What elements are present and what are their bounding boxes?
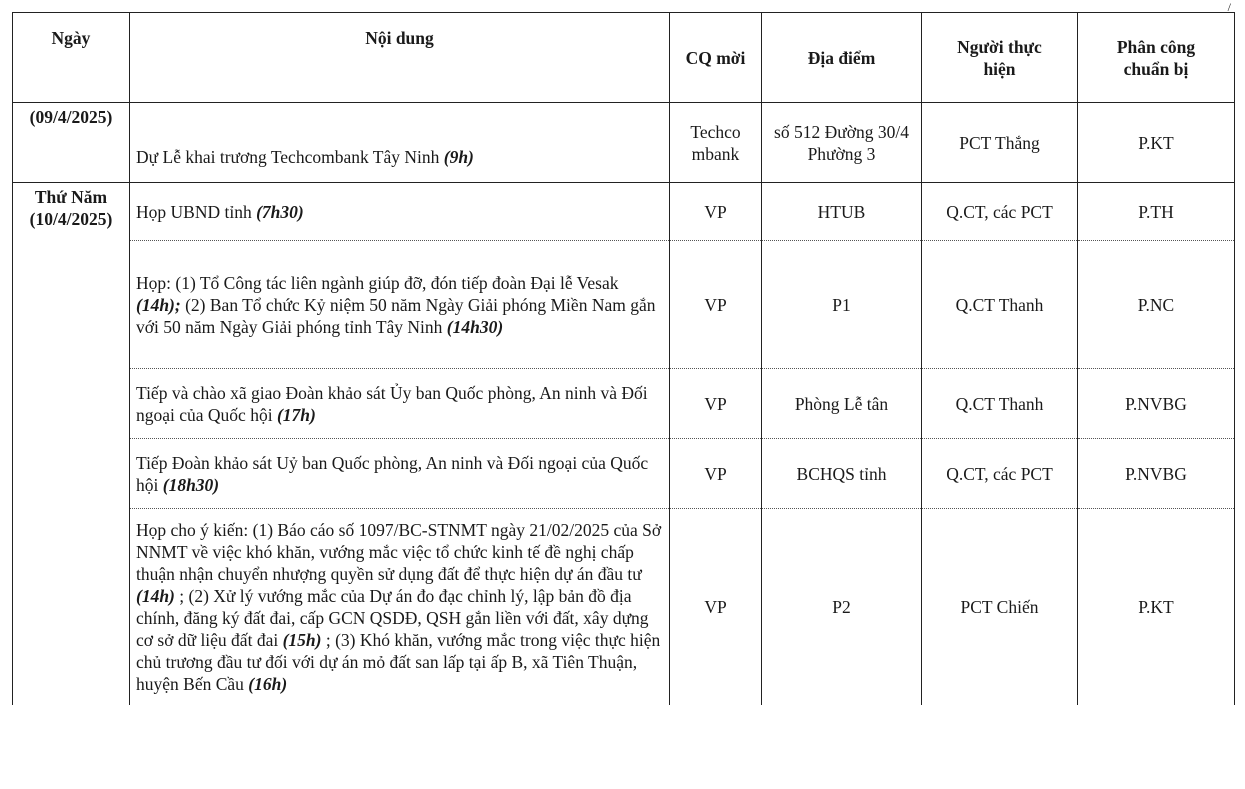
assignment-cell: P.TH bbox=[1078, 183, 1235, 241]
header-content: Nội dung bbox=[130, 13, 670, 103]
location-cell: BCHQS tỉnh bbox=[762, 439, 922, 509]
day-date-text: (10/4/2025) bbox=[29, 209, 113, 229]
time-text: (14h) bbox=[136, 586, 175, 606]
location-cell: HTUB bbox=[762, 183, 922, 241]
row-content bbox=[130, 183, 670, 241]
table-row bbox=[13, 439, 1235, 509]
row-content bbox=[130, 509, 670, 706]
time-text: (18h30) bbox=[162, 474, 220, 495]
location-cell: P2 bbox=[762, 509, 922, 706]
location-cell: P1 bbox=[762, 241, 922, 369]
performer-cell: PCT Thắng bbox=[922, 103, 1078, 183]
assignment-cell: P.KT bbox=[1078, 103, 1235, 183]
performer-cell: PCT Chiến bbox=[922, 509, 1078, 706]
agency-cell: VP bbox=[670, 183, 762, 241]
time-text: (15h) bbox=[282, 630, 322, 650]
page-mark: / bbox=[1227, 0, 1231, 14]
table-row bbox=[13, 369, 1235, 439]
header-assignment: Phân công chuẩn bị bbox=[1078, 13, 1235, 103]
row-content bbox=[130, 369, 670, 439]
performer-cell: Q.CT, các PCT bbox=[922, 183, 1078, 241]
performer-cell: Q.CT Thanh bbox=[922, 241, 1078, 369]
agency-cell: VP bbox=[670, 509, 762, 706]
day-cell bbox=[13, 183, 130, 706]
day-date bbox=[13, 103, 130, 183]
agency-cell: Techcombank bbox=[670, 103, 762, 183]
header-date: Ngày bbox=[13, 13, 130, 103]
time-text: (16h) bbox=[248, 674, 288, 694]
content-text: Họp: (1) Tổ Công tác liên ngành giúp đỡ, đón tiếp đoàn Đại lễ Vesak bbox=[136, 272, 619, 293]
row-content bbox=[130, 439, 670, 509]
performer-cell: Q.CT Thanh bbox=[922, 369, 1078, 439]
time-text: (14h30) bbox=[446, 316, 504, 337]
day-weekday: Thứ Năm bbox=[34, 187, 108, 207]
content-text: ; (2) Xử lý vướng mắc của Dự án đo đạc chỉnh lý, lập bản đồ địa chính, đăng ký đất đai, cấp GCN QSDĐ, QSH gắn liền với đất, xây dựng cơ sở dữ liệu đất đai bbox=[136, 586, 649, 650]
assignment-cell: P.NVBG bbox=[1078, 369, 1235, 439]
time-text: (17h) bbox=[276, 404, 316, 425]
table-row bbox=[13, 103, 1235, 183]
header-agency: CQ mời bbox=[670, 13, 762, 103]
row-content bbox=[130, 103, 670, 183]
content-text: Họp cho ý kiến: (1) Báo cáo số 1097/BC-STNMT ngày 21/02/2025 của Sở NNMT về việc khó khăn, vướng mắc việc tổ chức kinh tế đề nghị chấp thuận nhận chuyển nhượng quyền sử dụng đất để thực hiện dự án đầu tư bbox=[136, 520, 662, 584]
content-text: Họp UBND tỉnh bbox=[136, 201, 257, 222]
content-text: ; (3) Khó khăn, vướng mắc trong việc thực hiện chủ trương đầu tư đối với dự án mỏ đất san lấp tại ấp B, xã Tiên Thuận, huyện Bến Cầu bbox=[136, 630, 661, 694]
agency-cell: VP bbox=[670, 369, 762, 439]
location-cell: Phòng Lễ tân bbox=[762, 369, 922, 439]
row-content bbox=[130, 241, 670, 369]
time-text: (14h); bbox=[136, 294, 181, 315]
content-text: Tiếp và chào xã giao Đoàn khảo sát Ủy ban Quốc phòng, An ninh và Đối ngoại của Quốc hội bbox=[136, 382, 648, 425]
content-text: Tiếp Đoàn khảo sát Uỷ ban Quốc phòng, An ninh và Đối ngoại của Quốc hội bbox=[136, 452, 649, 495]
table-row bbox=[13, 241, 1235, 369]
agency-cell: VP bbox=[670, 439, 762, 509]
agency-cell: VP bbox=[670, 241, 762, 369]
header-performer: Người thực hiện bbox=[922, 13, 1078, 103]
location-cell: số 512 Đường 30/4 Phường 3 bbox=[762, 103, 922, 183]
time-text: (7h30) bbox=[256, 201, 304, 222]
schedule-table bbox=[12, 12, 1235, 705]
header-location: Địa điểm bbox=[762, 13, 922, 103]
assignment-cell: P.NC bbox=[1078, 241, 1235, 369]
assignment-cell: P.NVBG bbox=[1078, 439, 1235, 509]
time-text: (9h) bbox=[443, 147, 474, 167]
table-row bbox=[13, 183, 1235, 241]
header-row bbox=[13, 13, 1235, 103]
table-row bbox=[13, 509, 1235, 706]
content-text: (2) Ban Tổ chức Kỷ niệm 50 năm Ngày Giải phóng Miền Nam gắn với 50 năm Ngày Giải phóng tỉnh Tây Ninh bbox=[136, 294, 656, 337]
content-text: Dự Lễ khai trương Techcombank Tây Ninh bbox=[136, 147, 444, 167]
performer-cell: Q.CT, các PCT bbox=[922, 439, 1078, 509]
assignment-cell: P.KT bbox=[1078, 509, 1235, 706]
day-date-text: (09/4/2025) bbox=[29, 107, 113, 127]
